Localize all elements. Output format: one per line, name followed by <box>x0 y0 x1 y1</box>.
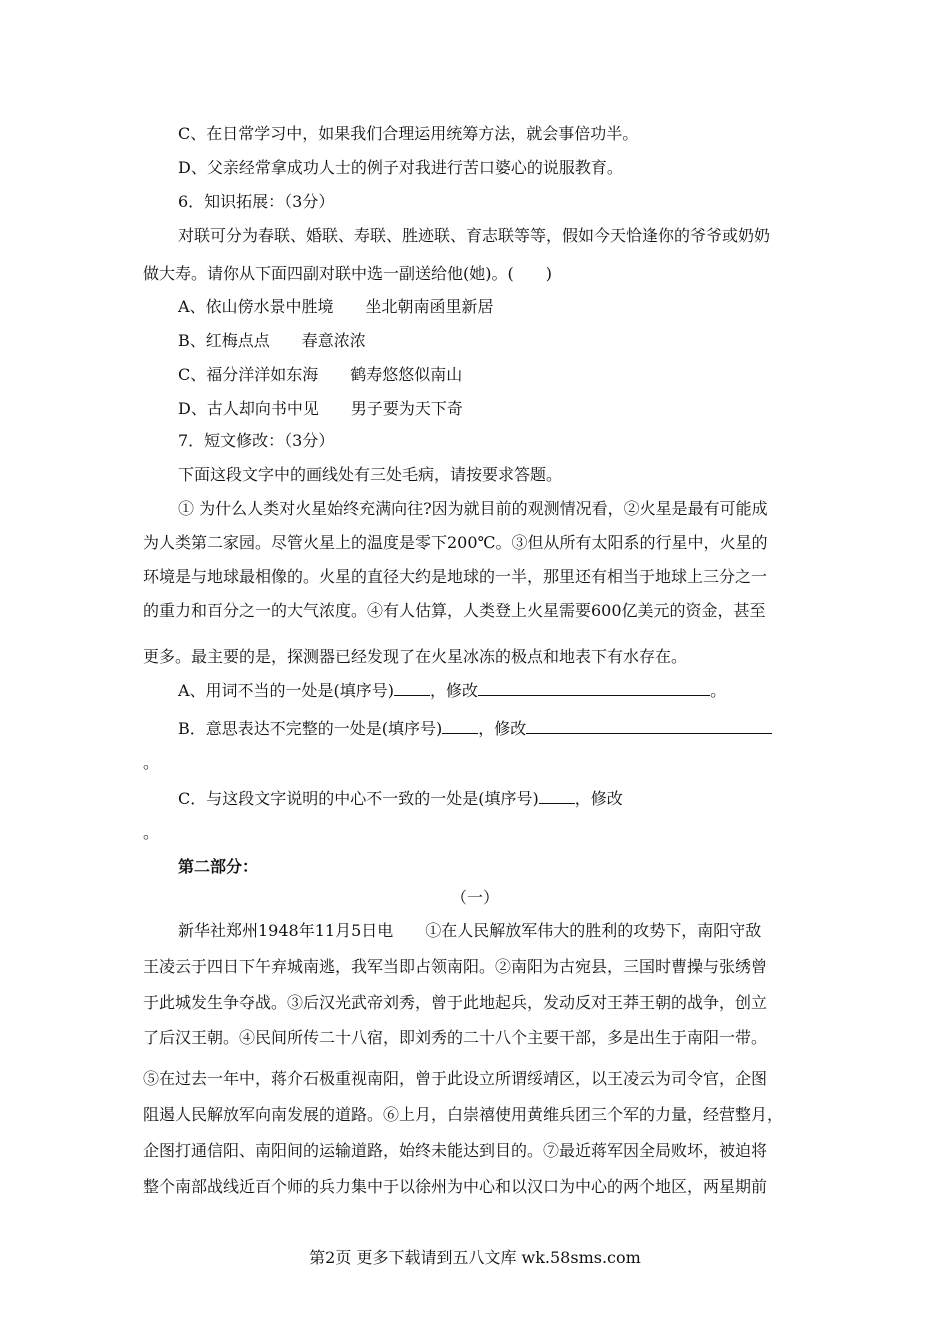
q6-option-d: D、古人却向书中见 男子要为天下奇 <box>178 399 463 418</box>
q7-passage-line-5: 更多。最主要的是，探测器已经发现了在火星冰冻的极点和地表下有水存在。 <box>143 647 688 666</box>
q7-passage-line-4: 的重力和百分之一的大气浓度。④有人估算，人类登上火星需要600亿美元的资金，甚至 <box>143 601 766 620</box>
q7-sub-b-mid: ，修改 <box>478 719 527 738</box>
q7-sub-c-label: C．与这段文字说明的中心不一致的一处是(填序号) <box>178 789 539 808</box>
q7-sub-b <box>178 716 772 740</box>
q6-prompt-line-1: 对联可分为春联、婚联、寿联、胜迹联、育志联等等，假如今天恰逢你的爷爷或奶奶 <box>178 226 771 245</box>
q7-sub-b-end: 。 <box>143 753 160 772</box>
part2-paragraph-line-8: 整个南部战线近百个师的兵力集中于以徐州为中心和以汉口为中心的两个地区，两星期前 <box>143 1177 768 1196</box>
q7-title: 7．短文修改：（3分） <box>178 431 335 450</box>
q7-intro: 下面这段文字中的画线处有三处毛病，请按要求答题。 <box>178 465 563 484</box>
q7-passage-line-3: 环境是与地球最相像的。火星的直径大约是地球的一半，那里还有相当于地球上三分之一 <box>143 567 768 586</box>
q7-sub-a-revision-blank[interactable] <box>478 678 710 696</box>
q7-sub-a-number-blank[interactable] <box>394 678 430 696</box>
q7-sub-b-label: B．意思表达不完整的一处是(填序号) <box>178 719 443 738</box>
q7-sub-c-number-blank[interactable] <box>539 786 575 804</box>
part2-paragraph-line-7: 企图打通信阳、南阳间的运输道路，始终未能达到目的。⑦最近蒋军因全局败坏，被迫将 <box>143 1141 768 1160</box>
q7-sub-b-revision-blank[interactable] <box>526 716 772 734</box>
q6-option-a: A、依山傍水景中胜境 坐北朝南函里新居 <box>178 297 494 316</box>
q7-sub-b-number-blank[interactable] <box>442 716 478 734</box>
part2-paragraph-line-3: 于此城发生争夺战。③后汉光武帝刘秀，曾于此地起兵，发动反对王莽王朝的战争，创立 <box>143 993 768 1012</box>
part2-heading: 第二部分： <box>178 857 259 876</box>
part2-section-number: （一） <box>450 888 499 907</box>
q7-passage-line-1: ① 为什么人类对火星始终充满向往?因为就目前的观测情况看，②火星是最有可能成 <box>178 499 768 518</box>
part2-paragraph-line-1: 新华社郑州1948年11月5日电 ①在人民解放军伟大的胜利的攻势下，南阳守敌 <box>178 921 762 940</box>
q7-sub-a-mid: ，修改 <box>430 681 479 700</box>
page-footer: 第2页 更多下载请到五八文库 wk.58sms.com <box>309 1248 641 1267</box>
q7-sub-c-end: 。 <box>143 823 160 842</box>
q7-sub-a <box>178 678 726 702</box>
q6-title: 6．知识拓展：（3分） <box>178 192 335 211</box>
q5-option-d: D、父亲经常拿成功人士的例子对我进行苦口婆心的说服教育。 <box>178 158 623 177</box>
q7-passage-line-2: 为人类第二家园。尽管火星上的温度是零下200℃。③但从所有太阳系的行星中，火星的 <box>143 533 768 552</box>
q6-prompt-line-2: 做大寿。请你从下面四副对联中选一副送给他(她)。( ) <box>143 264 552 283</box>
q7-sub-a-end: 。 <box>710 681 727 700</box>
q5-option-c: C、在日常学习中，如果我们合理运用统筹方法，就会事倍功半。 <box>178 124 639 143</box>
part2-paragraph-line-6: 阻遏人民解放军向南发展的道路。⑥上月，白崇禧使用黄维兵团三个军的力量，经营整月， <box>143 1105 784 1124</box>
part2-paragraph-line-4: 了后汉王朝。④民间所传二十八宿，即刘秀的二十八个主要干部，多是出生于南阳一带。 <box>143 1028 768 1047</box>
q6-option-b: B、红梅点点 春意浓浓 <box>178 331 366 350</box>
q7-sub-c <box>178 786 623 810</box>
q7-sub-c-mid: ，修改 <box>574 789 623 808</box>
part2-paragraph-line-2: 王凌云于四日下午弃城南逃，我军当即占领南阳。②南阳为古宛县，三国时曹操与张绣曾 <box>143 957 768 976</box>
part2-paragraph-line-5: ⑤在过去一年中，蒋介石极重视南阳，曾于此设立所谓绥靖区，以王凌云为司令官，企图 <box>143 1069 768 1088</box>
q6-option-c: C、福分洋洋如东海 鹤寿悠悠似南山 <box>178 365 463 384</box>
q7-sub-a-label: A、用词不当的一处是(填序号) <box>178 681 395 700</box>
